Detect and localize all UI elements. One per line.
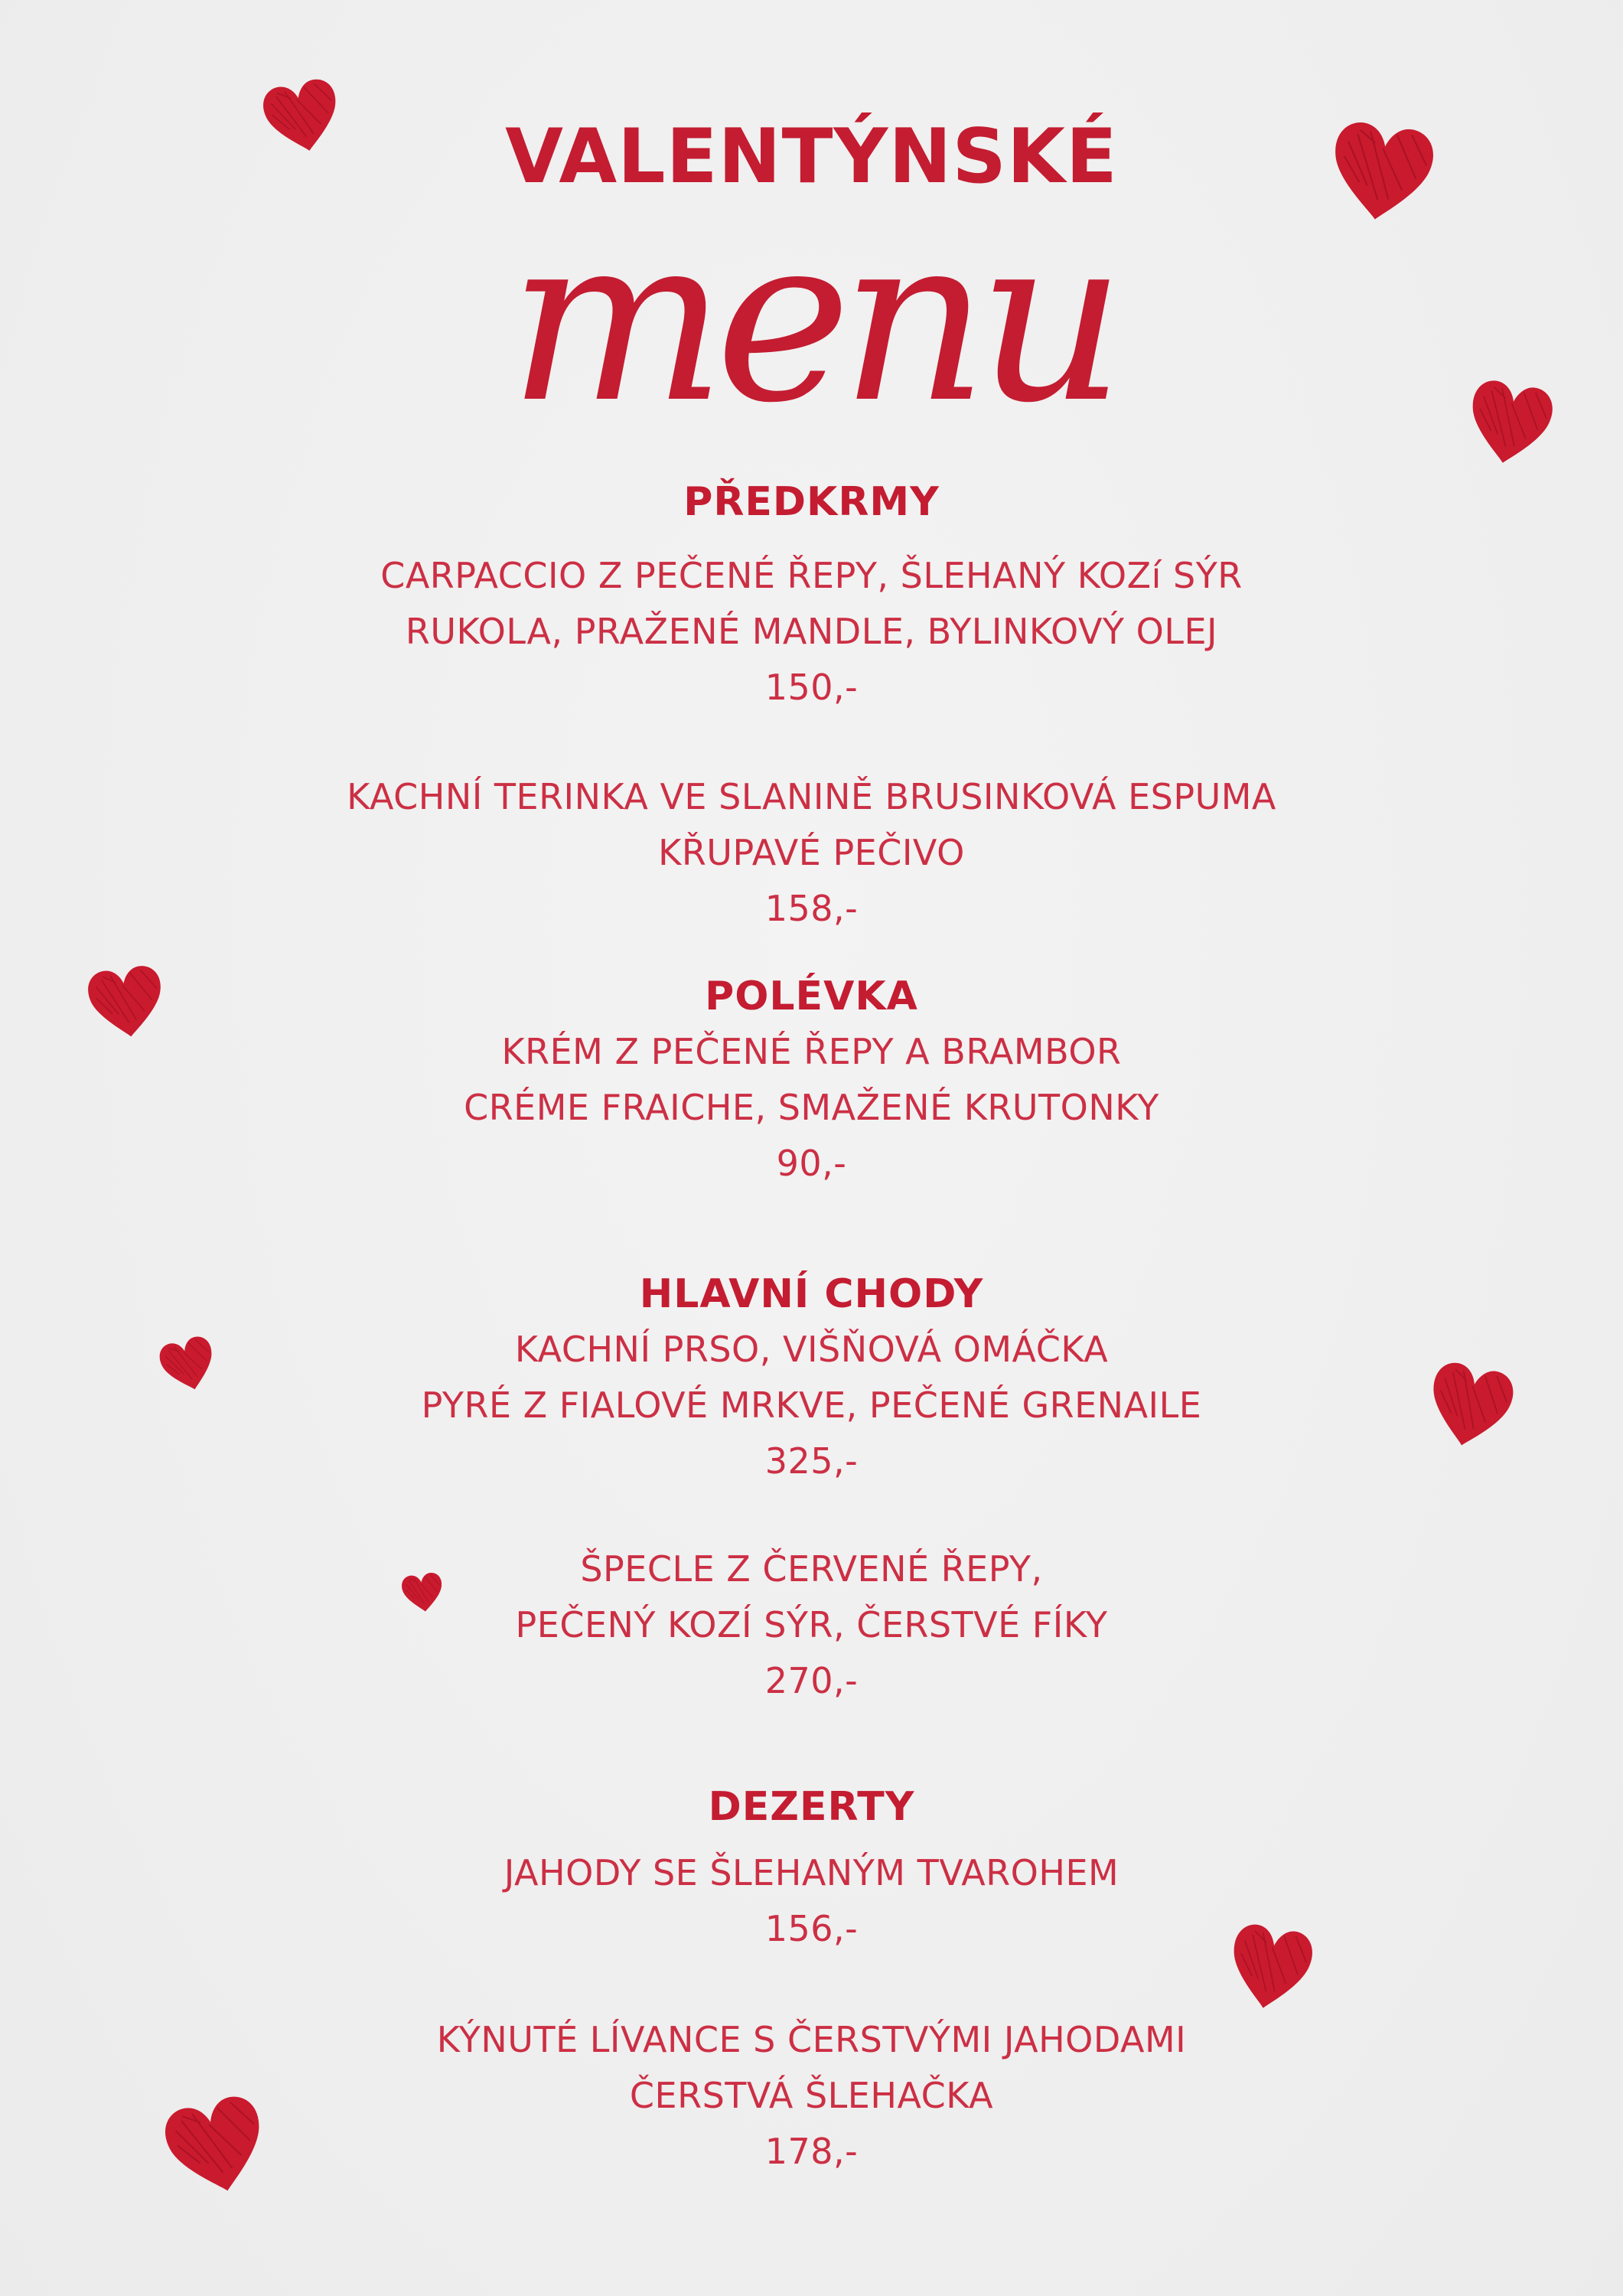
item-line: KACHNÍ TERINKA VE SLANINĚ BRUSINKOVÁ ESPUMA	[347, 776, 1276, 817]
menu-item	[46, 2012, 1577, 2180]
item-price: 158,-	[764, 888, 859, 929]
section-dezerty	[46, 1779, 1577, 2180]
item-line: ČERSTVÁ ŠLEHAČKA	[629, 2075, 994, 2116]
menu-item	[46, 1845, 1577, 1957]
menu-item	[46, 1322, 1577, 1489]
item-line: ŠPECLE Z ČERVENÉ ŘEPY,	[580, 1548, 1043, 1590]
item-price: 325,-	[764, 1440, 859, 1482]
item-price: 150,-	[764, 667, 859, 708]
menu-script-title: menu	[508, 186, 1115, 453]
menu-item	[46, 769, 1577, 937]
section-predkrmy	[46, 475, 1577, 937]
item-price: 90,-	[776, 1143, 847, 1184]
section-hlavni-chody	[46, 1267, 1577, 1709]
item-line: PYRÉ Z FIALOVÉ MRKVE, PEČENÉ GRENAILE	[421, 1384, 1202, 1426]
item-line: JAHODY SE ŠLEHANÝM TVAROHEM	[504, 1852, 1119, 1893]
menu-content	[46, 475, 1577, 2180]
item-line: KRÉM Z PEČENÉ ŘEPY A BRAMBOR	[501, 1031, 1122, 1072]
section-polevka	[46, 969, 1577, 1192]
item-line: RUKOLA, PRAŽENÉ MANDLE, BYLINKOVÝ OLEJ	[405, 611, 1218, 652]
item-line: KŘUPAVÉ PEČIVO	[658, 832, 965, 873]
item-line: CARPACCIO Z PEČENÉ ŘEPY, ŠLEHANÝ KOZí SÝR	[380, 555, 1243, 596]
item-price: 178,-	[764, 2131, 859, 2172]
section-heading: PŘEDKRMY	[683, 479, 940, 525]
section-heading: DEZERTY	[708, 1784, 915, 1830]
item-price: 156,-	[764, 1908, 859, 1949]
menu-item	[46, 1541, 1577, 1709]
menu-item	[46, 548, 1577, 716]
menu-item	[46, 1024, 1577, 1192]
item-line: KACHNÍ PRSO, VIŠŇOVÁ OMÁČKA	[514, 1329, 1109, 1370]
menu-title: VALENTÝNSKÉ	[505, 113, 1118, 201]
item-line: PEČENÝ KOZÍ SÝR, ČERSTVÉ FÍKY	[515, 1604, 1108, 1645]
item-price: 270,-	[764, 1660, 859, 1701]
item-line: CRÉME FRAICHE, SMAŽENÉ KRUTONKY	[464, 1087, 1159, 1128]
item-line: KÝNUTÉ LÍVANCE S ČERSTVÝMI JAHODAMI	[436, 2019, 1187, 2060]
section-heading: HLAVNÍ CHODY	[639, 1271, 984, 1317]
section-heading: POLÉVKA	[705, 974, 918, 1019]
